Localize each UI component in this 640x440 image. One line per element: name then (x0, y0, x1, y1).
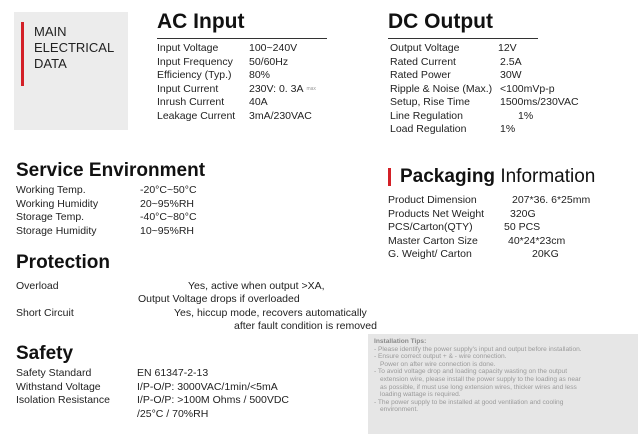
ac-input-value: 3mA/230VAC (249, 109, 312, 122)
overload-value-line2: Output Voltage drops if overloaded (138, 293, 300, 305)
installation-tip: Power on after wire connection is done. (380, 360, 496, 368)
installation-tip: - Ensure correct output + & - wire connection. (374, 353, 507, 361)
packaging-label: G. Weight/ Carton (388, 248, 472, 260)
ac-input-label: Inrush Current (157, 96, 225, 108)
short-circuit-label: Short Circuit (16, 307, 74, 319)
accent-bar (21, 22, 24, 86)
ac-input-title: AC Input (157, 10, 245, 33)
dc-output-value: 1% (500, 123, 516, 135)
service-value: 20~95%RH (140, 197, 194, 210)
dc-output-label: Output Voltage (390, 42, 460, 54)
dc-output-label: Rated Current (390, 55, 456, 68)
ac-input-table (157, 42, 377, 124)
main-box-line: MAIN (34, 24, 67, 39)
overload-value-line1: Yes, active when output >XA, (188, 280, 325, 292)
short-circuit-value-line2: after fault condition is removed (234, 320, 377, 332)
dc-output-value: <100mVp-p (500, 82, 555, 95)
dc-output-value: 1% (518, 109, 534, 122)
installation-tip: - The power supply to be installed at good ventilation and cooling (374, 398, 564, 406)
packaging-accent-bar (388, 168, 391, 186)
ac-input-label: Input Frequency (157, 55, 233, 68)
ac-input-value: 50/60Hz (249, 55, 289, 68)
overload-label: Overload (16, 280, 59, 292)
service-label: Working Humidity (16, 197, 99, 210)
installation-tip: loading wattage is required. (380, 391, 461, 399)
ac-input-label: Efficiency (Typ.) (157, 69, 232, 81)
dc-output-label: Load Regulation (390, 123, 467, 135)
safety-label: Isolation Resistance (16, 394, 110, 406)
ac-input-current-note: max (306, 85, 316, 92)
ac-input-value: 80% (249, 69, 271, 81)
dc-output-label: Ripple & Noise (Max.) (390, 82, 493, 95)
installation-tip: as possible, if must use long extension wires, thicker wires and less (380, 383, 577, 391)
installation-tip: - Please identify the power supply's input and output before installation. (374, 345, 582, 353)
packaging-value: 20KG (532, 248, 559, 260)
packaging-title-bold: Packaging (400, 166, 496, 187)
ac-input-label: Input Current (157, 82, 219, 95)
ac-input-value (249, 83, 316, 95)
safety-label: Safety Standard (16, 367, 92, 379)
dc-output-value: 12V (498, 42, 517, 54)
main-electrical-data-box (14, 12, 128, 130)
service-label: Storage Humidity (16, 224, 97, 237)
service-value: 10~95%RH (140, 224, 194, 237)
ac-input-value: 40A (249, 96, 268, 108)
packaging-value: 50 PCS (504, 221, 541, 233)
service-value: -20°C~50°C (140, 184, 197, 196)
packaging-value: 207*36. 6*25mm (512, 194, 591, 206)
installation-tips-box (368, 334, 638, 434)
protection-table (16, 280, 376, 336)
service-environment-table (16, 184, 236, 240)
service-environment-title: Service Environment (16, 160, 206, 181)
ac-input-label: Input Voltage (157, 42, 219, 54)
dc-output-rule (388, 38, 538, 39)
safety-value: I/P-O/P: 3000VAC/1min/<5mA (137, 380, 278, 393)
ac-input-label: Leakage Current (157, 109, 236, 122)
dc-output-value: 30W (500, 69, 522, 81)
packaging-value: 320G (510, 207, 536, 220)
dc-output-label: Line Regulation (390, 109, 463, 122)
safety-value: EN 61347-2-13 (137, 367, 209, 379)
safety-title: Safety (16, 343, 74, 364)
safety-value: I/P-O/P: >100M Ohms / 500VDC (137, 394, 290, 406)
installation-tip: environment. (380, 406, 419, 414)
ac-input-value: 100~240V (249, 42, 298, 54)
ac-input-current-value: 230V: 0. 3A (249, 82, 304, 95)
service-value: -40°C~80°C (140, 211, 197, 223)
service-label: Storage Temp. (16, 211, 85, 223)
installation-tips-title: Installation Tips: (374, 338, 427, 345)
ac-input-rule (157, 38, 327, 39)
main-box-line: DATA (34, 56, 67, 71)
dc-output-value: 2.5A (500, 55, 522, 68)
main-box-line: ELECTRICAL (34, 40, 115, 55)
protection-title: Protection (16, 252, 110, 273)
packaging-title (400, 166, 595, 188)
packaging-label: Product Dimension (388, 194, 477, 206)
packaging-label: Products Net Weight (388, 207, 485, 220)
dc-output-label: Rated Power (390, 69, 451, 81)
service-label: Working Temp. (16, 184, 86, 196)
dc-output-table (390, 42, 630, 138)
installation-tip: extension wire, please install the power supply to the loading as near (380, 375, 581, 383)
safety-extra-value: /25°C / 70%RH (137, 407, 209, 420)
main-box-title (34, 24, 134, 72)
packaging-table (388, 194, 628, 264)
dc-output-label: Setup, Rise Time (390, 96, 470, 108)
dc-output-value: 1500ms/230VAC (500, 96, 579, 108)
safety-table (16, 367, 346, 425)
packaging-label: PCS/Carton(QTY) (388, 221, 473, 233)
packaging-value: 40*24*23cm (508, 234, 566, 247)
installation-tip: - To avoid voltage drop and loading capacity wasting on the output (374, 368, 568, 376)
short-circuit-value-line1: Yes, hiccup mode, recovers automatically (174, 307, 367, 319)
packaging-title-light: Information (500, 166, 596, 187)
dc-output-title: DC Output (388, 10, 493, 33)
packaging-label: Master Carton Size (388, 234, 478, 247)
safety-label: Withstand Voltage (16, 380, 101, 393)
